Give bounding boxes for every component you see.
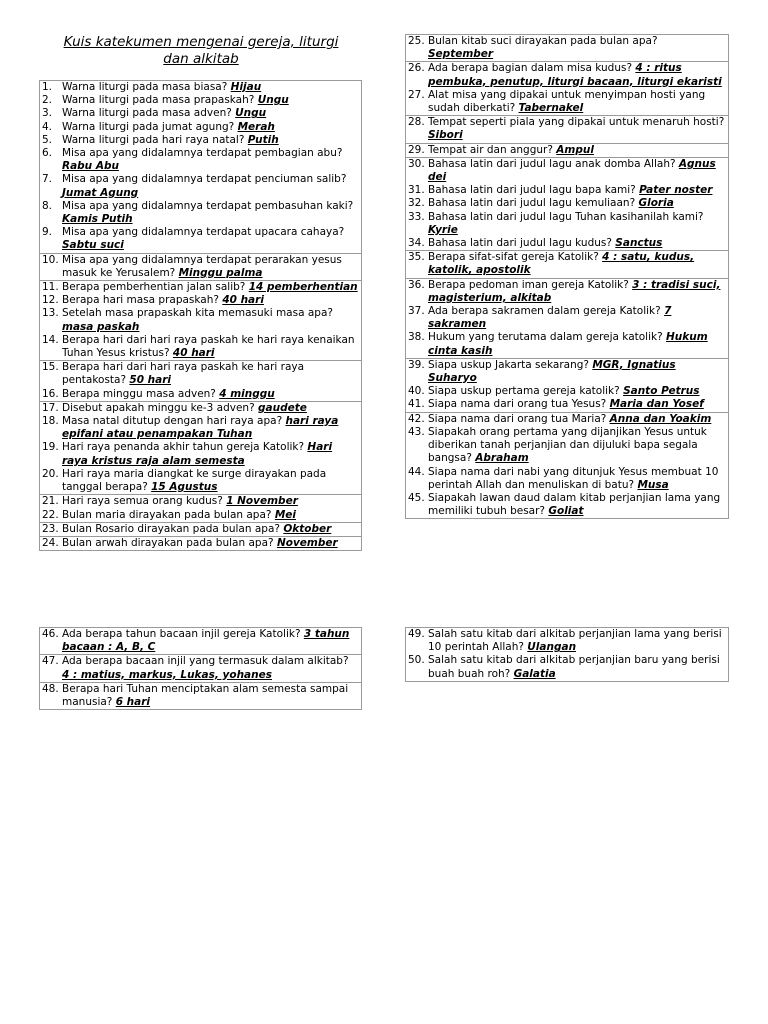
question-text: Masa natal ditutup dengan hari raya apa? <box>62 415 283 428</box>
question-text-block <box>428 359 725 385</box>
question-text: Warna liturgi pada hari raya natal? <box>62 133 245 146</box>
question-text-block <box>62 294 358 307</box>
question-text-block <box>428 89 725 115</box>
question-text: Berapa hari dari hari raya paskah ke hari raya kenaikan Tuhan Yesus kristus? <box>62 333 355 360</box>
question-item <box>406 35 728 61</box>
answer-text: Anna dan Yoakim <box>609 412 712 425</box>
question-item <box>40 536 361 550</box>
question-text-block <box>62 441 358 467</box>
question-text-block <box>428 305 725 331</box>
question-text: Berapa pedoman iman gereja Katolik? <box>428 278 629 291</box>
question-text: Alat misa yang dipakai untuk menyimpan hosti yang sudah diberkati? <box>428 88 706 115</box>
question-number: 12. <box>42 294 59 307</box>
answer-text: Merah <box>237 120 275 133</box>
answer-text: 3 tahun bacaan : A, B, C <box>62 628 350 654</box>
answer-text: 4 : matius, markus, Lukas, yohanes <box>62 668 272 681</box>
answer-text: Ungu <box>235 107 267 120</box>
question-text-block <box>428 398 725 411</box>
answer-text: Hukum cinta kasih <box>428 331 708 357</box>
question-number: 20. <box>42 467 59 480</box>
quiz-column-3 <box>39 627 362 710</box>
question-text-block <box>62 121 358 134</box>
question-text-block <box>62 94 358 107</box>
quiz-title-line-2: dan alkitab <box>163 51 239 67</box>
question-text: Misa apa yang didalamnya terdapat pembasuhan kaki? <box>62 199 354 212</box>
question-number: 47. <box>42 655 59 668</box>
question-text: Bulan kitab suci dirayakan pada bulan apa? <box>428 35 658 47</box>
question-number: 14. <box>42 333 59 346</box>
answer-text: November <box>276 536 338 549</box>
question-number: 46. <box>42 628 59 640</box>
question-text-block <box>62 402 358 415</box>
question-text-block <box>62 147 358 173</box>
question-text-block <box>428 279 725 305</box>
question-item <box>406 61 728 88</box>
answer-text: Putih <box>247 133 279 146</box>
answer-text: Abraham <box>475 452 529 465</box>
answer-text: Mei <box>274 508 296 521</box>
question-item <box>406 197 728 210</box>
question-text: Bulan Rosario dirayakan pada bulan apa? <box>62 522 280 535</box>
question-text: Bahasa latin dari judul lagu anak domba Allah? <box>428 157 676 170</box>
question-number: 36. <box>408 278 425 291</box>
answer-text: Pater noster <box>639 184 713 197</box>
question-number: 40. <box>408 385 425 398</box>
answer-text: Musa <box>637 478 669 491</box>
answer-text: 40 hari <box>222 294 264 307</box>
question-text-block <box>428 413 725 426</box>
question-text: Berapa minggu masa adven? <box>62 387 216 400</box>
question-item <box>40 294 361 307</box>
question-text: Berapa hari masa prapaskah? <box>62 294 219 307</box>
question-number: 18. <box>42 415 59 428</box>
question-text-block <box>62 655 358 681</box>
question-text: Misa apa yang didalamnya terdapat pembagian abu? <box>62 147 343 160</box>
question-number: 13. <box>42 307 59 320</box>
question-text: Ada berapa sakramen dalam gereja Katolik? <box>428 305 661 318</box>
question-number: 28. <box>408 116 425 129</box>
question-text-block <box>62 226 358 252</box>
question-number: 37. <box>408 305 425 318</box>
question-item <box>40 147 361 173</box>
quiz-column-2 <box>405 34 729 519</box>
question-text-block <box>62 107 358 120</box>
answer-text: hari raya epifani atau penampakan Tuhan <box>62 415 339 441</box>
question-text: Berapa hari dari hari raya paskah ke hari raya pentakosta? <box>62 361 305 387</box>
question-text: Siapa uskup pertama gereja katolik? <box>428 385 620 398</box>
question-item <box>40 415 361 441</box>
question-number: 4. <box>42 120 53 133</box>
answer-text: Ulangan <box>527 641 577 654</box>
question-text-block <box>62 388 358 401</box>
question-item <box>40 121 361 134</box>
question-item <box>406 278 728 305</box>
question-text: Siapa nama dari orang tua Maria? <box>428 412 607 425</box>
question-item <box>40 682 361 709</box>
question-number: 9. <box>42 226 53 239</box>
question-number: 21. <box>42 495 59 508</box>
question-text-block <box>62 254 358 280</box>
answer-text: Rabu Abu <box>62 160 119 173</box>
question-text-block <box>428 211 725 237</box>
question-text: Misa apa yang didalamnya terdapat upacara cahaya? <box>62 226 345 239</box>
question-text-block <box>62 683 358 709</box>
answer-text: Hijau <box>230 81 262 93</box>
question-text-block <box>428 628 725 654</box>
question-number: 17. <box>42 401 59 414</box>
answer-text: Santo Petrus <box>623 385 700 398</box>
answer-text: Minggu palma <box>178 266 263 279</box>
question-text: Hukum yang terutama dalam gereja katolik? <box>428 331 663 344</box>
answer-text: September <box>428 48 494 61</box>
question-text-block <box>428 654 725 680</box>
answer-text: 14 pemberhentian <box>248 281 358 294</box>
question-text-block <box>62 281 358 294</box>
question-item <box>40 280 361 294</box>
quiz-title <box>40 34 362 68</box>
answer-text: Sabtu suci <box>62 239 124 252</box>
question-text-block <box>62 509 358 522</box>
question-number: 1. <box>42 81 53 93</box>
question-item <box>40 253 361 280</box>
question-item <box>406 157 728 184</box>
question-number: 8. <box>42 199 53 212</box>
question-item <box>406 250 728 277</box>
question-item <box>406 466 728 492</box>
question-number: 6. <box>42 147 53 160</box>
question-item <box>40 388 361 401</box>
question-item <box>40 107 361 120</box>
question-text: Misa apa yang didalamnya terdapat perarakan yesus masuk ke Yerusalem? <box>62 253 342 279</box>
question-text: Siapa nama dari nabi yang ditunjuk Yesus membuat 10 perintah Allah dan menuliskan di batu? <box>428 465 719 491</box>
question-text-block <box>428 385 725 398</box>
question-item <box>406 115 728 142</box>
question-text-block <box>62 334 358 360</box>
question-number: 49. <box>408 628 425 640</box>
answer-text: 1 November <box>226 495 298 508</box>
question-number: 26. <box>408 62 425 75</box>
question-number: 10. <box>42 253 59 266</box>
question-item <box>40 307 361 333</box>
answer-text: Oktober <box>283 522 332 535</box>
quiz-title-line-1: Kuis katekumen mengenai gereja, liturgi <box>63 34 339 50</box>
question-item <box>40 654 361 681</box>
answer-text: 6 hari <box>115 696 151 709</box>
question-item <box>406 305 728 331</box>
answer-text: Kyrie <box>428 223 458 236</box>
question-text: Bulan arwah dirayakan pada bulan apa? <box>62 536 274 549</box>
answer-text: Gloria <box>638 197 674 210</box>
question-number: 41. <box>408 398 425 411</box>
question-text-block <box>428 197 725 210</box>
question-text: Salah satu kitab dari alkitab perjanjian lama yang berisi 10 perintah Allah? <box>428 628 722 654</box>
question-number: 45. <box>408 491 425 504</box>
question-text-block <box>428 492 725 518</box>
question-text-block <box>62 134 358 147</box>
answer-text: Agnus dei <box>428 157 716 184</box>
question-text: Warna liturgi pada masa biasa? <box>62 81 228 93</box>
answer-text: Goliat <box>548 505 584 518</box>
question-text: Berapa hari Tuhan menciptakan alam semesta sampai manusia? <box>62 682 349 709</box>
question-item <box>406 211 728 237</box>
question-item <box>40 334 361 360</box>
question-text: Berapa sifat-sifat gereja Katolik? <box>428 251 599 264</box>
question-text-block <box>62 81 358 94</box>
answer-text: gaudete <box>258 401 307 414</box>
question-text: Siapakah lawan daud dalam kitab perjanjian lama yang memiliki tubuh besar? <box>428 491 721 518</box>
question-item <box>406 426 728 466</box>
quiz-column-4 <box>405 627 729 682</box>
question-number: 19. <box>42 441 59 454</box>
question-text-block <box>428 62 725 88</box>
answer-text: masa paskah <box>62 320 140 333</box>
question-text: Ada berapa bacaan injil yang termasuk dalam alkitab? <box>62 655 349 668</box>
answer-text: MGR, Ignatius Suharyo <box>428 358 676 385</box>
question-item <box>40 522 361 536</box>
question-item <box>406 358 728 385</box>
question-text-block <box>62 361 358 387</box>
question-text: Ada berapa bagian dalam misa kudus? <box>428 62 633 75</box>
question-number: 29. <box>408 143 425 156</box>
answer-text: 15 Agustus <box>151 481 218 494</box>
question-text-block <box>428 144 725 157</box>
question-number: 2. <box>42 94 53 107</box>
question-text-block <box>428 158 725 184</box>
question-item <box>40 468 361 494</box>
answer-text: Maria dan Yosef <box>609 398 704 411</box>
question-text: Disebut apakah minggu ke-3 adven? <box>62 401 255 414</box>
question-number: 24. <box>42 536 59 549</box>
question-text: Bahasa latin dari judul lagu kemuliaan? <box>428 197 636 210</box>
question-text-block <box>62 537 358 550</box>
question-number: 32. <box>408 197 425 210</box>
answer-text: 3 : tradisi suci, magisterium, alkitab <box>428 278 721 304</box>
answer-text: Hari raya kristus raja alam semesta <box>62 441 333 467</box>
question-number: 33. <box>408 210 425 223</box>
question-item <box>406 628 728 654</box>
question-number: 50. <box>408 654 425 667</box>
question-text-block <box>428 237 725 250</box>
answer-text: 4 : satu, kudus, katolik, apostolik <box>428 251 695 277</box>
question-text: Warna liturgi pada masa adven? <box>62 107 232 120</box>
question-number: 39. <box>408 358 425 371</box>
question-item <box>406 492 728 518</box>
question-text-block <box>62 495 358 508</box>
question-number: 7. <box>42 173 53 186</box>
question-item <box>40 81 361 94</box>
question-item <box>40 94 361 107</box>
question-text-block <box>62 200 358 226</box>
question-number: 31. <box>408 184 425 197</box>
question-text: Siapakah orang pertama yang dijanjikan Yesus untuk diberikan tanah perjanjian dan dijuluki bapa segala bangsa? <box>428 425 707 465</box>
question-item <box>40 441 361 467</box>
question-item <box>40 134 361 147</box>
question-text: Tempat air dan anggur? <box>428 143 553 156</box>
question-text-block <box>428 331 725 357</box>
answer-text: 40 hari <box>172 347 215 360</box>
question-text-block <box>62 628 358 654</box>
question-item <box>406 412 728 426</box>
question-text: Warna liturgi pada jumat agung? <box>62 120 235 133</box>
answer-text: Ungu <box>257 94 289 107</box>
question-item <box>40 173 361 199</box>
answer-text: Kamis Putih <box>62 213 133 226</box>
question-number: 38. <box>408 331 425 344</box>
question-item <box>40 401 361 415</box>
question-text: Misa apa yang didalamnya terdapat penciuman salib? <box>62 173 347 186</box>
answer-text: Sibori <box>428 129 463 142</box>
question-number: 3. <box>42 107 53 120</box>
question-item <box>40 200 361 226</box>
answer-text: Jumat Agung <box>62 186 139 199</box>
question-item <box>40 360 361 387</box>
question-number: 23. <box>42 522 59 535</box>
answer-text: Sanctus <box>615 237 663 250</box>
question-item <box>40 494 361 508</box>
question-item <box>406 237 728 250</box>
question-text: Bahasa latin dari judul lagu bapa kami? <box>428 184 636 197</box>
question-item <box>40 226 361 252</box>
question-text: Warna liturgi pada masa prapaskah? <box>62 94 255 107</box>
question-item <box>40 628 361 654</box>
answer-text: 4 minggu <box>219 387 275 400</box>
question-number: 42. <box>408 412 425 425</box>
answer-text: Ampul <box>556 143 594 156</box>
question-text-block <box>62 415 358 441</box>
question-number: 11. <box>42 281 59 294</box>
question-text: Ada berapa tahun bacaan injil gereja Katolik? <box>62 628 301 640</box>
question-text: Siapa uskup Jakarta sekarang? <box>428 358 589 371</box>
question-item <box>406 331 728 357</box>
question-text: Salah satu kitab dari alkitab perjanjian baru yang berisi buah buah roh? <box>428 654 720 680</box>
question-item <box>406 89 728 115</box>
question-text: Hari raya maria diangkat ke surge dirayakan pada tanggal berapa? <box>62 467 327 494</box>
question-text-block <box>62 173 358 199</box>
question-number: 30. <box>408 157 425 170</box>
question-text-block <box>62 523 358 536</box>
question-text-block <box>62 468 358 494</box>
question-text-block <box>428 116 725 142</box>
question-text-block <box>62 307 358 333</box>
question-text-block <box>428 35 725 61</box>
question-number: 15. <box>42 361 59 374</box>
question-number: 43. <box>408 425 425 438</box>
quiz-column-1 <box>39 80 362 551</box>
question-text: Hari raya penanda akhir tahun gereja Katolik? <box>62 441 305 454</box>
question-number: 34. <box>408 237 425 250</box>
question-item <box>406 143 728 157</box>
question-text: Bahasa latin dari judul lagu kudus? <box>428 237 612 250</box>
question-item <box>406 385 728 398</box>
question-number: 48. <box>42 682 59 695</box>
question-text: Tempat seperti piala yang dipakai untuk menaruh hosti? <box>428 116 725 129</box>
question-item <box>406 654 728 680</box>
answer-text: 7 sakramen <box>428 305 672 331</box>
answer-text: Galatia <box>513 667 556 680</box>
answer-text: Tabernakel <box>518 102 584 115</box>
question-number: 16. <box>42 387 59 400</box>
question-item <box>40 509 361 522</box>
question-text-block <box>428 184 725 197</box>
question-number: 35. <box>408 251 425 264</box>
question-text: Berapa pemberhentian jalan salib? <box>62 281 246 294</box>
question-number: 22. <box>42 508 59 521</box>
question-number: 44. <box>408 465 425 478</box>
question-text-block <box>428 466 725 492</box>
question-text-block <box>428 251 725 277</box>
question-number: 27. <box>408 88 425 101</box>
question-number: 5. <box>42 133 53 146</box>
question-number: 25. <box>408 35 425 47</box>
question-item <box>406 398 728 411</box>
question-text: Hari raya semua orang kudus? <box>62 495 223 508</box>
question-item <box>406 184 728 197</box>
question-text: Bahasa latin dari judul lagu Tuhan kasihanilah kami? <box>428 210 704 223</box>
question-text: Siapa nama dari orang tua Yesus? <box>428 398 607 411</box>
answer-text: 4 : ritus pembuka, penutup, liturgi bacaan, liturgi ekaristi <box>428 62 722 88</box>
question-text-block <box>428 426 725 466</box>
question-text: Setelah masa prapaskah kita memasuki masa apa? <box>62 307 333 320</box>
answer-text: 50 hari <box>129 374 172 387</box>
question-text: Bulan maria dirayakan pada bulan apa? <box>62 508 272 521</box>
